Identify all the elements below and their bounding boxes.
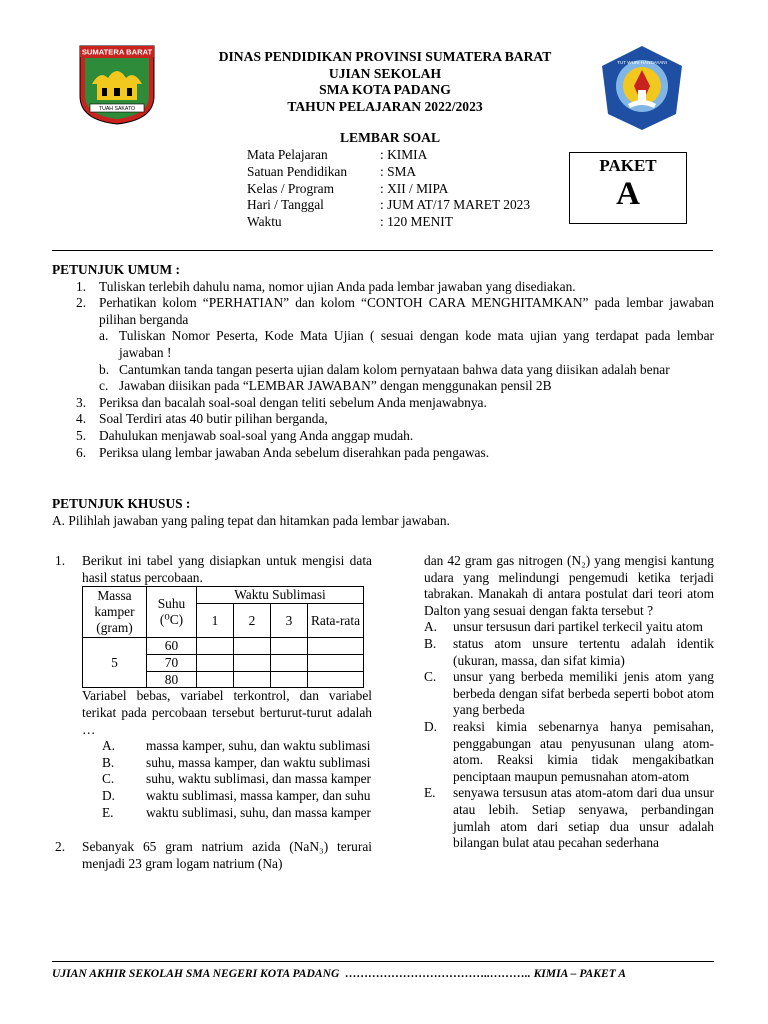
answer-option-b bbox=[424, 636, 714, 669]
item-text: Tuliskan terlebih dahulu nama, nomor ujian Anda pada lembar jawaban yang disediakan. bbox=[99, 278, 576, 294]
option-label: B. bbox=[424, 635, 437, 651]
info-value: : 120 MENIT bbox=[380, 214, 453, 230]
info-value: : KIMIA bbox=[380, 147, 428, 162]
paket-code: A bbox=[616, 175, 640, 212]
option-text: suhu, massa kamper, dan waktu sublimasi bbox=[146, 754, 371, 770]
special-instructions-title: PETUNJUK KHUSUS : bbox=[52, 496, 191, 511]
item-number: 3. bbox=[76, 394, 87, 410]
table-cell-empty bbox=[271, 654, 308, 671]
option-label: B. bbox=[102, 754, 115, 770]
table-cell-empty bbox=[271, 671, 308, 688]
option-text: unsur tersusun dari partikel terkecil yaitu atom bbox=[453, 619, 703, 635]
option-label: A. bbox=[102, 738, 116, 754]
table-cell-empty bbox=[234, 671, 271, 688]
answer-option-d bbox=[82, 788, 372, 805]
suhu-label: Suhu bbox=[157, 596, 186, 612]
question-intro: Berikut ini tabel yang disiapkan untuk mengisi data hasil status percobaan. bbox=[82, 553, 372, 585]
answer-option-e bbox=[82, 805, 372, 822]
answer-option-d bbox=[424, 719, 714, 785]
answer-option-e bbox=[424, 785, 714, 851]
header-year: TAHUN PELAJARAN 2022/2023 bbox=[287, 98, 483, 114]
table-cell-empty bbox=[234, 654, 271, 671]
table-header-rata: Rata-rata bbox=[308, 603, 364, 637]
exam-info bbox=[247, 147, 530, 231]
table-cell-empty bbox=[271, 637, 308, 654]
svg-text:TUT WURI HANDAYANI: TUT WURI HANDAYANI bbox=[617, 60, 667, 65]
table-cell-suhu: 80 bbox=[147, 671, 197, 688]
question-column-right bbox=[424, 553, 714, 852]
sub-list-item bbox=[99, 362, 714, 379]
item-text: Periksa dan bacalah soal-soal dengan teliti sebelum Anda menjawabnya. bbox=[99, 394, 487, 410]
option-text: suhu, waktu sublimasi, dan massa kamper bbox=[146, 771, 371, 787]
item-text: Dahulukan menjawab soal-soal yang Anda anggap mudah. bbox=[99, 427, 414, 443]
general-instructions bbox=[52, 262, 714, 461]
info-row bbox=[247, 181, 530, 198]
info-key: Kelas / Program bbox=[247, 180, 335, 196]
general-instructions-title: PETUNJUK UMUM : bbox=[52, 262, 180, 277]
sumbar-emblem-icon bbox=[78, 44, 156, 126]
suhu-unit: (⁰C) bbox=[159, 612, 184, 628]
table-cell-empty bbox=[234, 637, 271, 654]
page-footer bbox=[52, 966, 714, 983]
item-text: Perhatikan kolom “PERHATIAN” dan kolom “CONTOH CARA MENGHITAMKAN” pada lembar jawaban pilihan berganda bbox=[99, 295, 714, 327]
table-header-massa: Massa kamper (gram) bbox=[83, 587, 147, 638]
answer-option-c bbox=[424, 669, 714, 719]
info-value: : JUM AT/17 MARET 2023 bbox=[380, 197, 531, 213]
table-cell-empty bbox=[308, 654, 364, 671]
item-number: c. bbox=[99, 378, 109, 394]
info-key: Hari / Tanggal bbox=[247, 197, 324, 213]
question-text-continued: dan 42 gram gas nitrogen (N₂) yang mengisi kantung udara yang melindungi pengemudi ketika terjadi tabrakan. Manakah di antara postulat dari teori atom Dalton yang sesuai dengan fakta tersebut ? bbox=[424, 553, 714, 618]
table-header-w3: 3 bbox=[271, 603, 308, 637]
footer-dots: ………………………………..……….. bbox=[345, 967, 531, 980]
option-label: D. bbox=[102, 787, 116, 803]
special-instructions-text: A. Pilihlah jawaban yang paling tepat dan hitamkan pada lembar jawaban. bbox=[52, 512, 450, 528]
table-cell-massa: 5 bbox=[83, 637, 147, 687]
sub-list-item bbox=[99, 378, 714, 395]
table-cell-empty bbox=[308, 637, 364, 654]
info-value: : SMA bbox=[380, 163, 417, 179]
sumbar-logo bbox=[78, 44, 156, 126]
svg-text:TUAH SAKATO: TUAH SAKATO bbox=[98, 106, 136, 113]
list-item bbox=[52, 445, 714, 462]
table-cell-suhu: 60 bbox=[147, 637, 197, 654]
info-key: Satuan Pendidikan bbox=[247, 163, 348, 179]
item-text: Soal Terdiri atas 40 butir pilihan berganda, bbox=[99, 411, 328, 427]
header-school: SMA KOTA PADANG bbox=[319, 82, 451, 98]
item-number: 6. bbox=[76, 444, 87, 460]
header-exam: UJIAN SEKOLAH bbox=[328, 65, 442, 81]
item-number: 5. bbox=[76, 427, 87, 443]
list-item bbox=[52, 411, 714, 428]
header-agency: DINAS PENDIDIKAN PROVINSI SUMATERA BARAT bbox=[218, 49, 552, 64]
option-label: C. bbox=[424, 669, 437, 685]
paket-box bbox=[569, 152, 687, 224]
option-text: senyawa tersusun atas atom-atom dari dua unsur atau lebih. Setiap senyawa, perbandingan jumlah atom dari setiap dua unsur adalah bilangan bulat atau pecahan sederhana bbox=[453, 785, 714, 851]
option-text: status atom unsure tertentu adalah identik (ukuran, massa, dan sifat kimia) bbox=[453, 635, 714, 668]
list-item bbox=[52, 395, 714, 412]
option-label: C. bbox=[102, 771, 115, 787]
table-cell-empty bbox=[197, 671, 234, 688]
list-item bbox=[52, 428, 714, 445]
table-header-suhu bbox=[147, 587, 197, 638]
option-text: waktu sublimasi, suhu, dan massa kamper bbox=[146, 804, 371, 820]
question-text: Sebanyak 65 gram natrium azida (NaN₃) terurai menjadi 23 gram logam natrium (Na) bbox=[82, 839, 372, 871]
info-key: Waktu bbox=[247, 214, 282, 230]
option-text: waktu sublimasi, massa kamper, dan suhu bbox=[146, 787, 371, 803]
option-text: reaksi kimia sebenarnya hanya pemisahan, penggabungan atau penyusunan ulang atom-atom. Reaksi kimia tidak mengakibatkan penciptaan maupun pemusnahan atom-atom bbox=[453, 718, 714, 784]
question-2 bbox=[52, 839, 372, 872]
question-number: 2. bbox=[55, 839, 66, 855]
table-cell-suhu: 70 bbox=[147, 654, 197, 671]
question-column-left bbox=[52, 553, 372, 872]
header-divider bbox=[52, 250, 713, 251]
letterhead bbox=[150, 49, 620, 115]
info-row bbox=[247, 147, 530, 164]
table-cell-empty bbox=[197, 654, 234, 671]
special-instructions bbox=[52, 496, 714, 529]
option-text: massa kamper, suhu, dan waktu sublimasi bbox=[146, 738, 371, 754]
sub-list-item bbox=[99, 328, 714, 361]
answer-option-a bbox=[424, 619, 714, 636]
item-text: Cantumkan tanda tangan peserta ujian dalam kolom pernyataan bahwa data yang diisikan adalah benar bbox=[119, 361, 670, 377]
question-number: 1. bbox=[55, 553, 66, 568]
option-text: unsur yang berbeda memiliki jenis atom yang berbeda dengan sifat berbeda seperti bobot atom yang berbeda bbox=[453, 669, 714, 718]
item-number: 2. bbox=[76, 295, 87, 311]
item-number: b. bbox=[99, 361, 110, 377]
option-label: E. bbox=[102, 804, 114, 820]
table-cell-empty bbox=[197, 637, 234, 654]
item-number: a. bbox=[99, 328, 109, 344]
info-key: Mata Pelajaran bbox=[247, 147, 328, 162]
list-item bbox=[52, 279, 714, 296]
item-text: Periksa ulang lembar jawaban Anda sebelum diserahkan pada pengawas. bbox=[99, 444, 490, 460]
item-text: Jawaban diisikan pada “LEMBAR JAWABAN” dengan menggunakan pensil 2B bbox=[119, 378, 552, 394]
item-text: Tuliskan Nomor Peserta, Kode Mata Ujian ( sesuai dengan kode mata ujian yang terdapat pada lembar jawaban ! bbox=[119, 328, 714, 360]
info-row bbox=[247, 214, 530, 231]
question-1 bbox=[52, 553, 372, 821]
footer-divider bbox=[52, 961, 714, 962]
footer-left: UJIAN AKHIR SEKOLAH SMA NEGERI KOTA PADANG bbox=[52, 967, 340, 980]
option-label: E. bbox=[424, 785, 436, 801]
table-header-w2: 2 bbox=[234, 603, 271, 637]
sheet-title: LEMBAR SOAL bbox=[339, 130, 441, 145]
answer-option-a bbox=[82, 738, 372, 755]
item-number: 4. bbox=[76, 411, 87, 427]
experiment-table bbox=[82, 586, 364, 688]
info-row bbox=[247, 197, 530, 214]
info-value: : XII / MIPA bbox=[380, 180, 449, 196]
table-header-waktu: Waktu Sublimasi bbox=[197, 587, 364, 604]
item-number: 1. bbox=[76, 278, 87, 294]
info-row bbox=[247, 164, 530, 181]
paket-label: PAKET bbox=[599, 156, 657, 175]
table-header-w1: 1 bbox=[197, 603, 234, 637]
option-label: A. bbox=[424, 619, 438, 635]
table-cell-empty bbox=[308, 671, 364, 688]
answer-option-b bbox=[82, 755, 372, 772]
footer-right: KIMIA – PAKET A bbox=[533, 967, 627, 980]
svg-text:SUMATERA BARAT: SUMATERA BARAT bbox=[81, 47, 153, 57]
option-label: D. bbox=[424, 718, 438, 734]
answer-option-c bbox=[82, 771, 372, 788]
list-item bbox=[52, 295, 714, 328]
question-text: Variabel bebas, variabel terkontrol, dan variabel terikat pada percobaan tersebut berturut-turut adalah … bbox=[82, 688, 372, 737]
